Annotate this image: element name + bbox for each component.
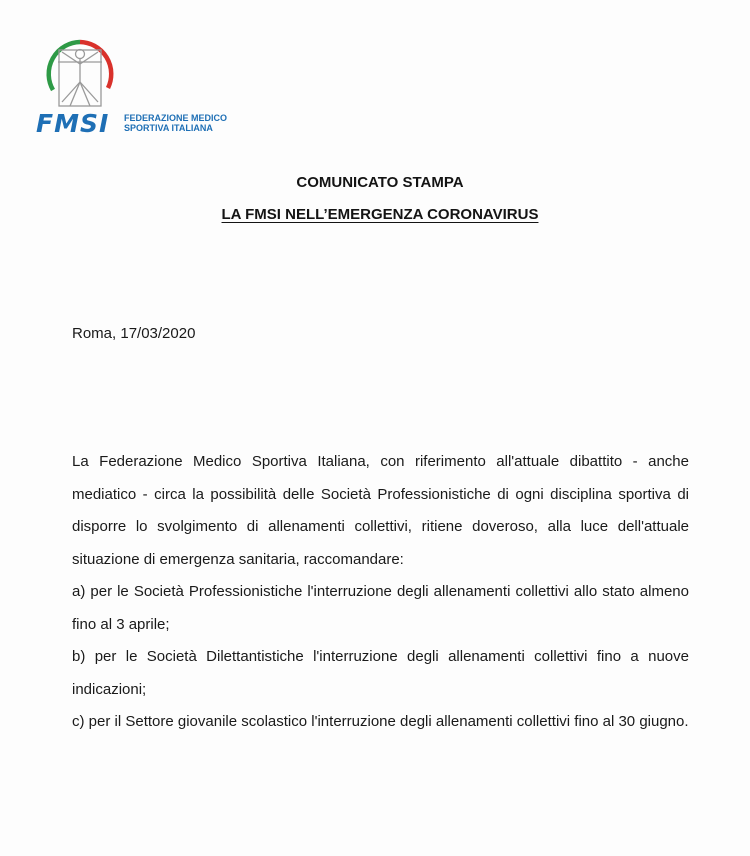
document-subtitle-text: LA FMSI NELL’EMERGENZA CORONAVIRUS [221, 206, 539, 223]
logo-subtitle-line: FEDERAZIONE MEDICO [124, 113, 228, 123]
document-title: COMUNICATO STAMPA [296, 174, 464, 191]
date-line: Roma, 17/03/2020 [72, 325, 196, 342]
recommendation-item: a) per le Società Professionistiche l'interruzione degli allenamenti collettivi allo stato almeno fino al 3 aprile; [72, 583, 689, 633]
logo-subtitle-line: SPORTIVA ITALIANA [124, 123, 213, 133]
recommendation-item: b) per le Società Dilettantistiche l'interruzione degli allenamenti collettivi fino a nuove indicazioni; [72, 648, 689, 698]
fmsi-logo [36, 38, 236, 138]
recommendation-item: c) per il Settore giovanile scolastico l'interruzione degli allenamenti collettivi fino al 30 giugno. [72, 713, 689, 730]
logo-subtitle [124, 113, 227, 133]
document-body [72, 446, 689, 739]
intro-paragraph: La Federazione Medico Sportiva Italiana, con riferimento all'attuale dibattito - anche mediatico - circa la possibilità delle Società Professionistiche di ogni disciplina sportiva di disporre lo svolgimento di allenamenti collettivi, ritiene doveroso, alla luce dell'attuale situazione di emergenza sanitaria, raccomandare: [72, 453, 689, 568]
logo-wordmark: FMSI [36, 109, 110, 138]
vitruvian-man-icon [44, 38, 116, 110]
document-subtitle [0, 206, 750, 223]
